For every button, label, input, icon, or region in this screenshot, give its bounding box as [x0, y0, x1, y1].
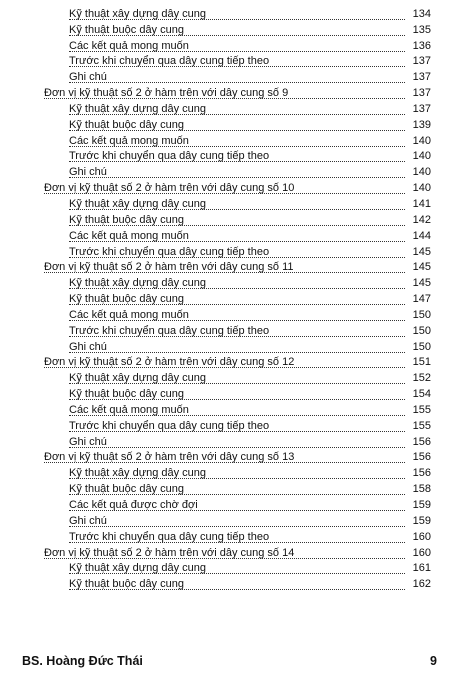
- toc-subsection-entry[interactable]: [0, 324, 450, 340]
- toc-subsection-entry[interactable]: [0, 7, 450, 23]
- toc-subsection-entry[interactable]: [0, 387, 450, 403]
- toc-entry-page: 156: [406, 451, 431, 464]
- toc-subsection-entry[interactable]: [0, 419, 450, 435]
- toc-entry-title: Đơn vị kỹ thuật số 2 ở hàm trên với dây cung số 14: [44, 546, 295, 559]
- toc-entry-title: Đơn vị kỹ thuật số 2 ở hàm trên với dây cung số 9: [44, 87, 289, 100]
- toc-entry-page: 137: [406, 87, 431, 100]
- toc-leader-dots: [69, 177, 413, 178]
- toc-subsection-entry[interactable]: [0, 118, 450, 134]
- toc-subsection-entry[interactable]: [0, 340, 450, 356]
- toc-subsection-entry[interactable]: [0, 371, 450, 387]
- toc-leader-dots: [69, 447, 413, 448]
- toc-entry-page: 150: [406, 325, 431, 338]
- toc-subsection-entry[interactable]: [0, 134, 450, 150]
- toc-entry-page: 152: [406, 372, 431, 385]
- toc-subsection-entry[interactable]: [0, 530, 450, 546]
- toc-entry-page: 160: [406, 531, 431, 544]
- toc-entry-title: Ghi chú: [69, 340, 107, 353]
- toc-subsection-entry[interactable]: [0, 213, 450, 229]
- toc-entry-page: 161: [406, 562, 431, 575]
- toc-leader-dots: [69, 82, 413, 83]
- toc-entry-title: Đơn vị kỹ thuật số 2 ở hàm trên với dây cung số 12: [44, 356, 295, 369]
- toc-entry-title: Kỹ thuật xây dựng dây cung: [69, 277, 207, 290]
- toc-section-entry[interactable]: [0, 451, 450, 467]
- toc-subsection-entry[interactable]: [0, 482, 450, 498]
- toc-entry-title: Ghi chú: [69, 71, 107, 84]
- toc-subsection-entry[interactable]: [0, 577, 450, 593]
- toc-entry-title: Kỹ thuật buộc dây cung: [69, 118, 184, 131]
- toc-subsection-entry[interactable]: [0, 70, 450, 86]
- toc-subsection-entry[interactable]: [0, 102, 450, 118]
- toc-entry-page: 137: [406, 55, 431, 68]
- toc-entry-page: 159: [406, 499, 431, 512]
- toc-entry-title: Kỹ thuật xây dựng dây cung: [69, 197, 207, 210]
- toc-entry-page: 147: [406, 293, 431, 306]
- toc-entry-page: 162: [406, 578, 431, 591]
- toc-subsection-entry[interactable]: [0, 514, 450, 530]
- toc-entry-title: Kỹ thuật xây dựng dây cung: [69, 372, 207, 385]
- toc-entry-page: 141: [406, 198, 431, 211]
- toc-entry-title: Ghi chú: [69, 435, 107, 448]
- toc-entry-page: 144: [406, 230, 431, 243]
- toc-section-entry[interactable]: [0, 261, 450, 277]
- toc-entry-title: Kỹ thuật xây dựng dây cung: [69, 102, 207, 115]
- toc-entry-page: 145: [406, 246, 431, 259]
- toc-entry-title: Trước khi chuyển qua dây cung tiếp theo: [69, 150, 270, 163]
- toc-entry-page: 145: [406, 277, 431, 290]
- toc-entry-page: 140: [406, 150, 431, 163]
- toc-entry-title: Trước khi chuyển qua dây cung tiếp theo: [69, 324, 270, 337]
- toc-entry-page: 155: [406, 420, 431, 433]
- toc-entry-page: 150: [406, 341, 431, 354]
- toc-leader-dots: [69, 352, 413, 353]
- toc-entry-title: Kỹ thuật xây dựng dây cung: [69, 562, 207, 575]
- toc-entry-page: 137: [406, 103, 431, 116]
- toc-entry-title: Kỹ thuật buộc dây cung: [69, 388, 184, 401]
- toc-entry-page: 158: [406, 483, 431, 496]
- toc-subsection-entry[interactable]: [0, 39, 450, 55]
- footer-page-number: 9: [430, 654, 437, 668]
- toc-entry-page: 159: [406, 515, 431, 528]
- toc-entry-page: 151: [406, 356, 431, 369]
- toc-entry-page: 156: [406, 436, 431, 449]
- page-footer: [0, 652, 450, 674]
- toc-entry-page: 139: [406, 119, 431, 132]
- toc-subsection-entry[interactable]: [0, 466, 450, 482]
- toc-subsection-entry[interactable]: [0, 197, 450, 213]
- toc-subsection-entry[interactable]: [0, 55, 450, 71]
- toc-subsection-entry[interactable]: [0, 276, 450, 292]
- toc-subsection-entry[interactable]: [0, 562, 450, 578]
- toc-entry-title: Các kết quả mong muốn: [69, 39, 189, 52]
- toc-entry-title: Các kết quả mong muốn: [69, 229, 189, 242]
- toc-subsection-entry[interactable]: [0, 23, 450, 39]
- toc-section-entry[interactable]: [0, 356, 450, 372]
- toc-entry-title: Các kết quả mong muốn: [69, 403, 189, 416]
- toc-entry-page: 137: [406, 71, 431, 84]
- toc-entry-page: 150: [406, 309, 431, 322]
- toc-entry-title: Trước khi chuyển qua dây cung tiếp theo: [69, 55, 270, 68]
- toc-subsection-entry[interactable]: [0, 150, 450, 166]
- toc-entry-page: 155: [406, 404, 431, 417]
- toc-entry-title: Các kết quả mong muốn: [69, 308, 189, 321]
- toc-entry-title: Đơn vị kỹ thuật số 2 ở hàm trên với dây cung số 11: [44, 261, 294, 274]
- toc-entry-title: Đơn vị kỹ thuật số 2 ở hàm trên với dây cung số 13: [44, 451, 295, 464]
- toc-entry-page: 154: [406, 388, 431, 401]
- toc-entry-page: 135: [406, 24, 431, 37]
- toc-section-entry[interactable]: [0, 86, 450, 102]
- toc-subsection-entry[interactable]: [0, 403, 450, 419]
- toc-entry-title: Kỹ thuật buộc dây cung: [69, 293, 184, 306]
- toc-entry-page: 160: [406, 547, 431, 560]
- toc-entry-title: Các kết quả mong muốn: [69, 134, 189, 147]
- toc-subsection-entry[interactable]: [0, 435, 450, 451]
- toc-subsection-entry[interactable]: [0, 498, 450, 514]
- toc-entry-page: 156: [406, 467, 431, 480]
- toc-entry-page: 140: [406, 182, 431, 195]
- toc-entry-title: Ghi chú: [69, 166, 107, 179]
- toc-leader-dots: [69, 526, 413, 527]
- toc-entry-page: 140: [406, 166, 431, 179]
- toc-entry-title: Kỹ thuật xây dựng dây cung: [69, 7, 207, 20]
- toc-entry-page: 134: [406, 8, 431, 21]
- toc-section-entry[interactable]: [0, 546, 450, 562]
- toc-entry-page: 142: [406, 214, 431, 227]
- toc-entry-title: Trước khi chuyển qua dây cung tiếp theo: [69, 530, 270, 543]
- toc-subsection-entry[interactable]: [0, 308, 450, 324]
- toc-entry-page: 140: [406, 135, 431, 148]
- toc-entry-title: Ghi chú: [69, 514, 107, 527]
- toc-subsection-entry[interactable]: [0, 165, 450, 181]
- toc-subsection-entry[interactable]: [0, 292, 450, 308]
- toc-entry-title: Kỹ thuật buộc dây cung: [69, 23, 184, 36]
- toc-entry-page: 145: [406, 261, 431, 274]
- toc-entry-title: Kỹ thuật buộc dây cung: [69, 213, 184, 226]
- toc-entry-page: 136: [406, 40, 431, 53]
- toc-entry-title: Kỹ thuật xây dựng dây cung: [69, 467, 207, 480]
- footer-author: BS. Hoàng Đức Thái: [22, 654, 143, 668]
- toc-subsection-entry[interactable]: [0, 229, 450, 245]
- toc-entry-title: Trước khi chuyển qua dây cung tiếp theo: [69, 245, 270, 258]
- table-of-contents: [0, 7, 450, 593]
- toc-section-entry[interactable]: [0, 181, 450, 197]
- toc-entry-title: Trước khi chuyển qua dây cung tiếp theo: [69, 419, 270, 432]
- toc-entry-title: Kỹ thuật buộc dây cung: [69, 578, 184, 591]
- toc-entry-title: Kỹ thuật buộc dây cung: [69, 483, 184, 496]
- toc-entry-title: Đơn vị kỹ thuật số 2 ở hàm trên với dây cung số 10: [44, 182, 295, 195]
- toc-entry-title: Các kết quả được chờ đợi: [69, 499, 198, 511]
- toc-subsection-entry[interactable]: [0, 245, 450, 261]
